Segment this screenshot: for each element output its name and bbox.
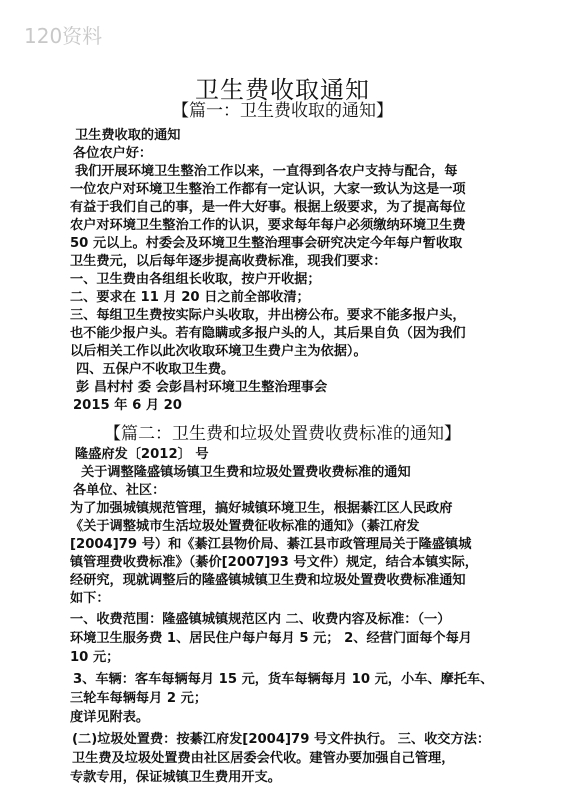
document-title: 卫生费收取通知: [195, 76, 370, 104]
part2-line-8: 如下：: [70, 591, 110, 606]
part2-line-7: 经研究，现就调整后的隆盛镇城镇卫生费和垃圾处置费收费标准通知: [70, 573, 466, 588]
part2-line-13: 三轮车每辆每月 2 元；: [70, 691, 208, 706]
part1-line-14: 彭 昌村村 委 会彭昌村环境卫生整治理事会: [76, 380, 328, 395]
part1-line-8: 一、卫生费由各组组长收取，按户开收据；: [70, 272, 321, 287]
part2-line-10: 环境卫生服务费 1、居民住户每户每月 5 元； 2、经营门面每个每月: [70, 631, 472, 646]
part2-line-4: 《关于调整城市生活垃圾处置费征收标准的通知》（綦江府发: [70, 519, 420, 534]
part2-line-0: 隆盛府发〔2012〕 号: [75, 447, 209, 462]
part1-line-13: 四、五保户不收取卫生费。: [76, 362, 235, 377]
part2-line-5: [2004]79 号）和《綦江县物价局、綦江县市政管理局关于隆盛镇城: [70, 537, 472, 552]
part2-line-3: 为了加强城镇规范管理，搞好城镇环境卫生，根据綦江区人民政府: [70, 501, 453, 516]
part1-line-1: 各位农户好：: [73, 146, 153, 161]
part2-line-1: 关于调整隆盛镇场镇卫生费和垃圾处置费收费标准的通知: [81, 465, 411, 480]
part1-line-7: 卫生费元，以后每年逐步提高收费标准，现我们要求：: [70, 254, 387, 269]
part2-heading: 【篇二：卫生费和垃圾处置费收费标准的通知】: [104, 424, 461, 444]
part2-line-6: 镇管理费收费标准》（綦价[2007]93 号文件）规定，结合本镇实际，: [70, 555, 478, 570]
part1-line-0: 卫生费收取的通知: [75, 128, 181, 143]
part1-heading: 【篇一：卫生费收取的通知】: [172, 101, 393, 121]
part1-line-10: 三、每组卫生费按实际户头收取，井出榜公布。要求不能多报户头，: [70, 308, 466, 323]
watermark: 120资料: [24, 24, 103, 48]
part1-line-3: 一位农户对环境卫生整治工作都有一定认识，大家一致认为这是一项: [70, 182, 466, 197]
part2-line-2: 各单位、社区：: [73, 483, 166, 498]
part1-line-2: 我们开展环境卫生整治工作以来，一直得到各农户支持与配合，每: [75, 164, 458, 179]
part2-line-15: (二)垃圾处置费：按綦江府发[2004]79 号文件执行。 三、收交方法：: [72, 732, 491, 747]
part1-line-9: 二、要求在 11 月 20 日之前全部收清；: [70, 290, 310, 305]
part2-line-12: 3、车辆：客车每辆每月 15 元，货车每辆每月 10 元，小车、摩托车、: [73, 672, 494, 687]
part1-line-6: 50 元以上。村委会及环境卫生整治理事会研究决定今年每户暂收取: [70, 236, 463, 251]
part2-line-11: 10 元；: [70, 650, 120, 665]
part2-line-16: 卫生费及垃圾处置费由社区居委会代收。建管办要加强自己管理，: [72, 751, 455, 766]
part1-line-12: 以后相关工作以此次收取环境卫生费户主为依据）。: [70, 344, 367, 359]
part2-line-9: 一、收费范围：隆盛镇城镇规范区内 二、收费内容及标准：（一）: [70, 612, 451, 627]
part2-line-17: 专款专用，保证城镇卫生费用开支。: [70, 770, 281, 785]
part1-line-5: 农户对环境卫生整治工作的认识，要求每年每户必须缴纳环境卫生费: [70, 218, 466, 233]
part1-line-4: 有益于我们自己的事，是一件大好事。根据上级要求，为了提高每位: [70, 200, 466, 215]
part1-line-11: 也不能少报户头。若有隐瞒或多报户头的人，其后果自负（因为我们: [70, 326, 466, 341]
part2-line-14: 度详见附表。: [70, 710, 150, 725]
part1-line-15: 2015 年 6 月 20: [73, 398, 182, 413]
